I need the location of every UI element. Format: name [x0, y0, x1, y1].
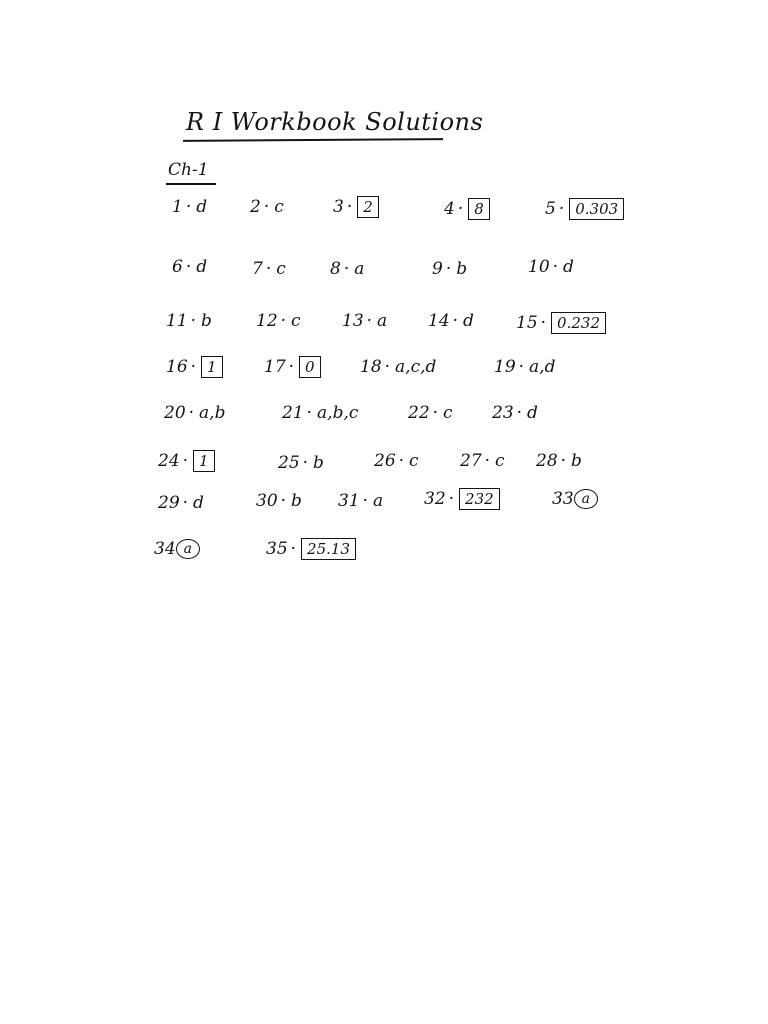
answer-value: c: [409, 451, 419, 471]
separator-dot: ·: [457, 199, 464, 219]
separator-dot: ·: [343, 259, 350, 279]
question-number: 21: [282, 403, 304, 423]
question-number: 34: [154, 539, 176, 559]
question-number: 7: [252, 259, 263, 279]
separator-dot: ·: [558, 199, 565, 219]
question-number: 31: [338, 491, 360, 511]
answer-value: c: [274, 197, 284, 217]
question-number: 11: [166, 311, 188, 331]
answer-item: [460, 450, 505, 472]
answer-item: [338, 490, 383, 512]
answer-item: [282, 402, 358, 424]
separator-dot: ·: [448, 489, 455, 509]
boxed-answer: 0.303: [569, 198, 624, 220]
answer-item: [374, 450, 419, 472]
answer-item: [492, 402, 538, 424]
answer-item: [166, 310, 212, 332]
separator-dot: ·: [384, 357, 391, 377]
circled-answer: a: [574, 489, 598, 509]
separator-dot: ·: [185, 197, 192, 217]
answer-item: [342, 310, 387, 332]
boxed-answer: 1: [193, 450, 215, 472]
question-number: 14: [428, 311, 450, 331]
answer-item: [545, 198, 624, 220]
answer-value: a,c,d: [395, 357, 437, 377]
separator-dot: ·: [484, 451, 491, 471]
answer-item: [158, 492, 204, 514]
separator-dot: ·: [185, 257, 192, 277]
question-number: 4: [444, 199, 455, 219]
question-number: 23: [492, 403, 514, 423]
answer-value: b: [291, 491, 302, 511]
answer-value: d: [196, 197, 208, 217]
boxed-answer: 1: [201, 356, 223, 378]
answer-item: [330, 258, 364, 280]
answer-item: [252, 258, 286, 280]
question-number: 5: [545, 199, 556, 219]
answer-item: [552, 488, 598, 510]
separator-dot: ·: [560, 451, 567, 471]
separator-dot: ·: [366, 311, 373, 331]
answer-value: a: [377, 311, 388, 331]
separator-dot: ·: [182, 493, 189, 513]
separator-dot: ·: [306, 403, 313, 423]
boxed-answer: 232: [459, 488, 500, 510]
separator-dot: ·: [540, 313, 547, 333]
question-number: 22: [408, 403, 430, 423]
separator-dot: ·: [346, 197, 353, 217]
question-number: 32: [424, 489, 446, 509]
answer-item: [494, 356, 555, 378]
answer-value: b: [313, 453, 324, 473]
separator-dot: ·: [190, 357, 197, 377]
answer-value: d: [463, 311, 474, 331]
answer-value: b: [456, 259, 468, 279]
title-underline: [183, 138, 443, 142]
question-number: 16: [166, 357, 188, 377]
answer-item: [536, 450, 582, 472]
separator-dot: ·: [290, 539, 297, 559]
answer-item: [264, 356, 321, 378]
answer-value: b: [571, 451, 582, 471]
separator-dot: ·: [280, 491, 287, 511]
answer-item: [432, 258, 467, 280]
answer-value: d: [193, 493, 204, 513]
question-number: 26: [374, 451, 396, 471]
question-number: 24: [158, 451, 180, 471]
question-number: 33: [552, 489, 574, 509]
separator-dot: ·: [432, 403, 439, 423]
answer-value: c: [443, 403, 453, 423]
question-number: 2: [250, 197, 261, 217]
answer-item: [266, 538, 356, 560]
answer-value: c: [276, 259, 286, 279]
question-number: 28: [536, 451, 558, 471]
answer-value: a,d: [529, 357, 556, 377]
answer-item: [428, 310, 474, 332]
separator-dot: ·: [288, 357, 295, 377]
question-number: 18: [360, 357, 382, 377]
question-number: 19: [494, 357, 516, 377]
question-number: 15: [516, 313, 538, 333]
question-number: 6: [172, 257, 183, 277]
answer-value: b: [201, 311, 212, 331]
answer-item: [158, 450, 215, 472]
chapter-underline: [166, 183, 216, 185]
answer-value: c: [291, 311, 301, 331]
chapter-heading: Ch-1: [168, 160, 209, 180]
question-number: 17: [264, 357, 286, 377]
separator-dot: ·: [182, 451, 189, 471]
question-number: 27: [460, 451, 482, 471]
question-number: 3: [333, 197, 344, 217]
answer-value: d: [196, 257, 208, 277]
question-number: 9: [432, 259, 443, 279]
answer-item: [516, 312, 606, 334]
question-number: 1: [172, 197, 183, 217]
answer-value: c: [495, 451, 505, 471]
answer-item: [172, 196, 207, 218]
separator-dot: ·: [398, 451, 405, 471]
answer-item: [164, 402, 225, 424]
boxed-answer: 2: [357, 196, 379, 218]
separator-dot: ·: [302, 453, 309, 473]
answer-item: [256, 310, 301, 332]
answer-item: [166, 356, 223, 378]
answer-value: a: [354, 259, 365, 279]
answer-item: [333, 196, 379, 218]
boxed-answer: 0: [299, 356, 321, 378]
question-number: 20: [164, 403, 186, 423]
boxed-answer: 25.13: [301, 538, 356, 560]
question-number: 12: [256, 311, 278, 331]
separator-dot: ·: [188, 403, 195, 423]
answer-item: [424, 488, 500, 510]
separator-dot: ·: [190, 311, 197, 331]
question-number: 13: [342, 311, 364, 331]
question-number: 10: [528, 257, 550, 277]
answer-value: d: [563, 257, 574, 277]
boxed-answer: 8: [468, 198, 490, 220]
answer-value: a,b: [199, 403, 226, 423]
question-number: 29: [158, 493, 180, 513]
circled-answer: a: [176, 539, 200, 559]
separator-dot: ·: [263, 197, 270, 217]
separator-dot: ·: [552, 257, 559, 277]
answer-value: a,b,c: [317, 403, 359, 423]
separator-dot: ·: [518, 357, 525, 377]
answer-item: [360, 356, 436, 378]
answer-item: [444, 198, 490, 220]
answer-item: [154, 538, 200, 560]
separator-dot: ·: [362, 491, 369, 511]
separator-dot: ·: [452, 311, 459, 331]
boxed-answer: 0.232: [551, 312, 606, 334]
answer-item: [256, 490, 302, 512]
separator-dot: ·: [516, 403, 523, 423]
answer-item: [408, 402, 453, 424]
question-number: 35: [266, 539, 288, 559]
answer-value: a: [373, 491, 384, 511]
page-title: R I Workbook Solutions: [186, 108, 484, 136]
answer-item: [250, 196, 284, 218]
answer-item: [172, 256, 207, 278]
question-number: 30: [256, 491, 278, 511]
question-number: 25: [278, 453, 300, 473]
separator-dot: ·: [280, 311, 287, 331]
answer-value: d: [527, 403, 538, 423]
question-number: 8: [330, 259, 341, 279]
separator-dot: ·: [265, 259, 272, 279]
answer-item: [528, 256, 574, 278]
separator-dot: ·: [445, 259, 452, 279]
answer-item: [278, 452, 324, 474]
